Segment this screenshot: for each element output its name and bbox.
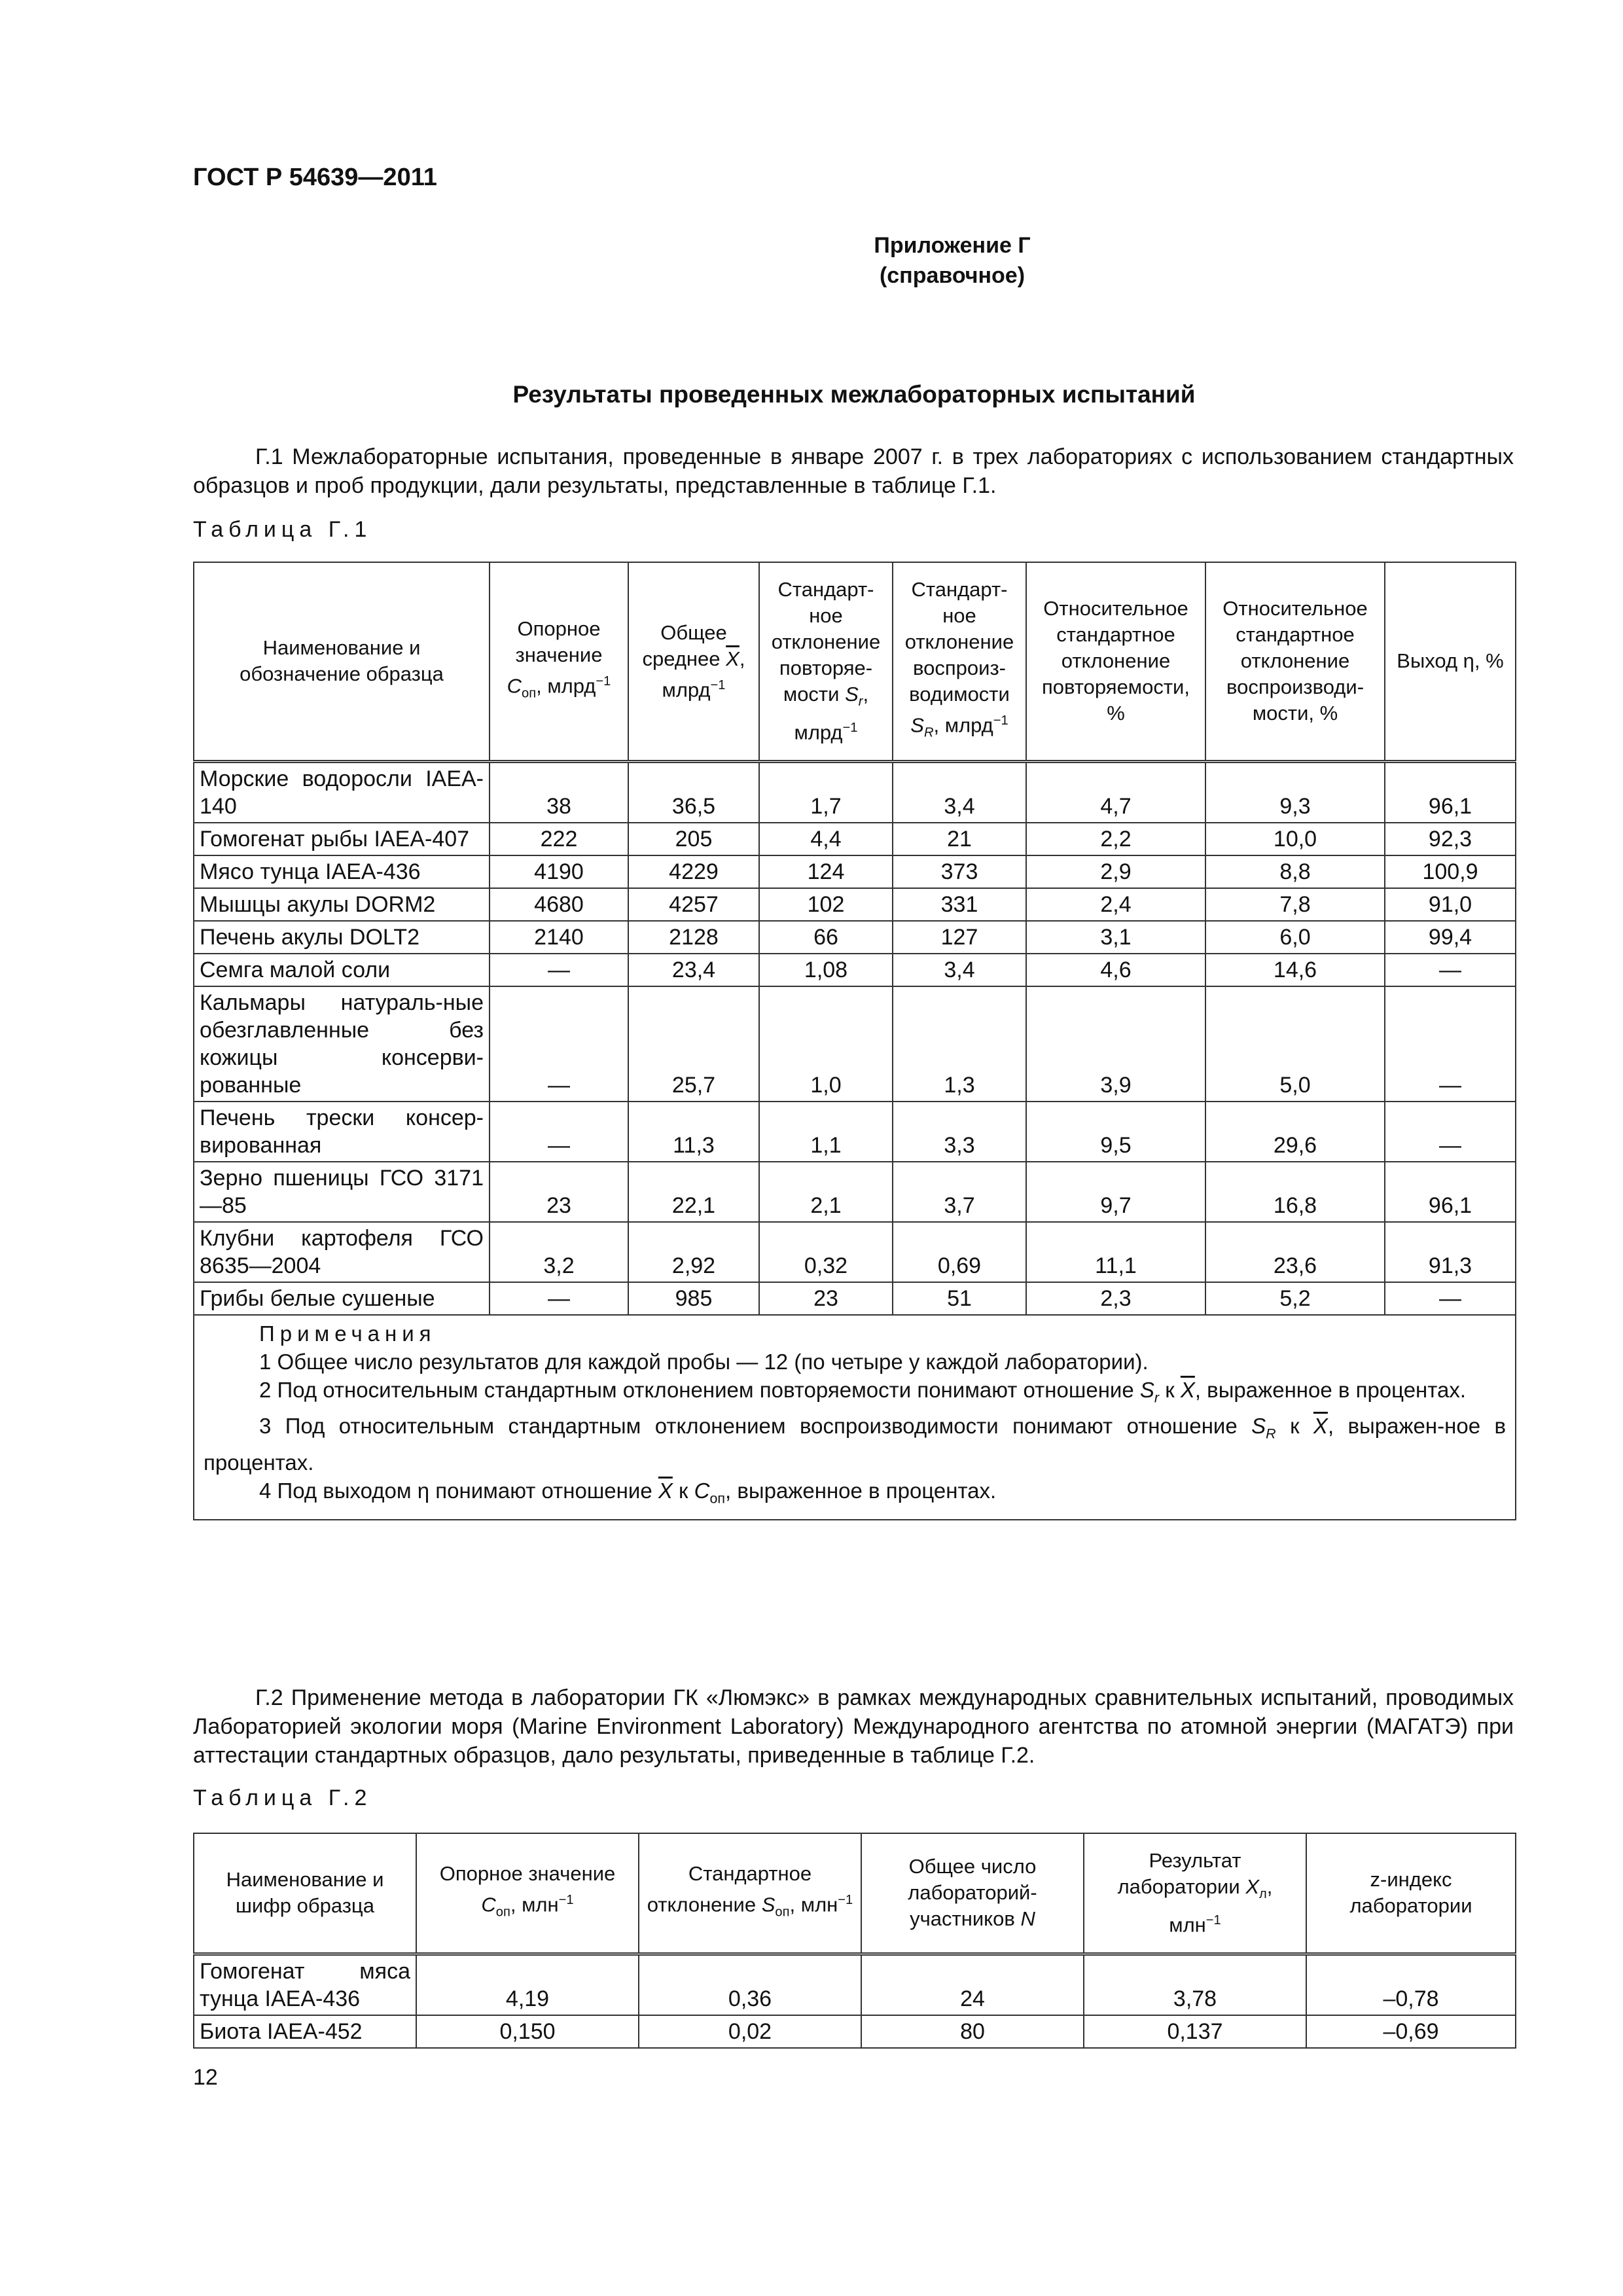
table-row bbox=[194, 888, 1516, 921]
cell-yield: 99,4 bbox=[1385, 921, 1516, 954]
appendix-label: Приложение Г bbox=[874, 233, 1031, 258]
note-3: 3 Под относительным стандартным отклонением воспроизводимости понимают отношение $S_R$ к $\overline{X}$, выражен-ное в процентах. bbox=[204, 1414, 1506, 1475]
cell-sr: 124 bbox=[759, 855, 893, 888]
cell-sR: 373 bbox=[893, 855, 1026, 888]
cell-name: Кальмары натураль-ные обезглавленные без кожицы консерви-рованные bbox=[194, 986, 490, 1102]
cell-name: Гомогенат мяса тунца IAEA-436 bbox=[194, 1954, 416, 2015]
cell-mean: 4229 bbox=[628, 855, 759, 888]
cell-ref: 23 bbox=[490, 1162, 628, 1222]
table-row bbox=[194, 1222, 1516, 1282]
table2-caption: Таблица Г.2 bbox=[193, 1785, 372, 1810]
col-header-ref: Опорное значение $C_{оп}$, млрд$^{-1}$ bbox=[490, 562, 628, 761]
note-4: 4 Под выходом η понимают отношение $\overline{X}$ к $C_{оп}$, выраженное в процентах. bbox=[259, 1478, 997, 1507]
table1-header-row bbox=[194, 562, 1516, 761]
cell-rel-sR: 14,6 bbox=[1205, 954, 1385, 986]
table-row bbox=[194, 1282, 1516, 1315]
cell-yield: — bbox=[1385, 1102, 1516, 1162]
cell-name: Грибы белые сушеные bbox=[194, 1282, 490, 1315]
cell-name: Печень акулы DOLT2 bbox=[194, 921, 490, 954]
cell-sr: 2,1 bbox=[759, 1162, 893, 1222]
cell-ref: 4190 bbox=[490, 855, 628, 888]
cell-rel-sR: 10,0 bbox=[1205, 823, 1385, 855]
cell-rel-sr: 2,2 bbox=[1026, 823, 1205, 855]
notes-heading: Примечания bbox=[259, 1321, 437, 1346]
cell-mean: 36,5 bbox=[628, 761, 759, 823]
cell-ref: 4680 bbox=[490, 888, 628, 921]
paragraph-g2 bbox=[193, 1683, 1514, 1770]
cell-rel-sR: 29,6 bbox=[1205, 1102, 1385, 1162]
cell-yield: 91,0 bbox=[1385, 888, 1516, 921]
table-row bbox=[194, 1954, 1516, 2015]
cell-rel-sR: 8,8 bbox=[1205, 855, 1385, 888]
col-header-name: Наименование и обозначение образца bbox=[194, 562, 490, 761]
paragraph-g2-text: Г.2 Применение метода в лаборатории ГК «Люмэкс» в рамках международных сравнительных испытаний, проводимых Лабораторией экологии моря (Marine Environment Laboratory) Международного агентства по атомной энергии (МАГАТЭ) при аттестации стандартных образцов, дало результаты, приведенные в таблице Г.2. bbox=[193, 1685, 1514, 1768]
cell-name: Биота IAEA-452 bbox=[194, 2015, 416, 2048]
cell-mean: 11,3 bbox=[628, 1102, 759, 1162]
table1-caption: Таблица Г.1 bbox=[193, 517, 372, 542]
table-row bbox=[194, 986, 1516, 1102]
cell-rel-sr: 4,7 bbox=[1026, 761, 1205, 823]
cell-sR: 3,3 bbox=[893, 1102, 1026, 1162]
cell-rel-sr: 4,6 bbox=[1026, 954, 1205, 986]
cell-rel-sr: 9,5 bbox=[1026, 1102, 1205, 1162]
cell-z: –0,69 bbox=[1306, 2015, 1516, 2048]
cell-ref: — bbox=[490, 1282, 628, 1315]
table-row bbox=[194, 855, 1516, 888]
cell-sR: 3,7 bbox=[893, 1162, 1026, 1222]
cell-name: Морские водоросли IAEA-140 bbox=[194, 761, 490, 823]
cell-yield: — bbox=[1385, 954, 1516, 986]
cell-name: Семга малой соли bbox=[194, 954, 490, 986]
t2-col-header-z: z-индекс лаборатории bbox=[1306, 1833, 1516, 1954]
cell-sR: 51 bbox=[893, 1282, 1026, 1315]
table1-notes bbox=[194, 1315, 1516, 1520]
cell-sR: 21 bbox=[893, 823, 1026, 855]
cell-name: Мясо тунца IAEA-436 bbox=[194, 855, 490, 888]
cell-rel-sr: 2,9 bbox=[1026, 855, 1205, 888]
table-g1 bbox=[193, 562, 1516, 1520]
note-1: 1 Общее число результатов для каждой пробы — 12 (по четыре у каждой лаборатории). bbox=[259, 1349, 1149, 1374]
cell-n: 24 bbox=[861, 1954, 1084, 2015]
paragraph-g1-text: Г.1 Межлабораторные испытания, проведенные в январе 2007 г. в трех лабораториях с использованием стандартных образцов и проб продукции, дали результаты, представленные в таблице Г.1. bbox=[193, 444, 1514, 498]
cell-mean: 23,4 bbox=[628, 954, 759, 986]
table-row bbox=[194, 2015, 1516, 2048]
cell-rel-sR: 5,2 bbox=[1205, 1282, 1385, 1315]
cell-name: Клубни картофеля ГСО 8635—2004 bbox=[194, 1222, 490, 1282]
cell-res: 0,137 bbox=[1084, 2015, 1306, 2048]
cell-rel-sr: 11,1 bbox=[1026, 1222, 1205, 1282]
cell-n: 80 bbox=[861, 2015, 1084, 2048]
cell-yield: 92,3 bbox=[1385, 823, 1516, 855]
cell-rel-sR: 6,0 bbox=[1205, 921, 1385, 954]
cell-rel-sr: 9,7 bbox=[1026, 1162, 1205, 1222]
page-number: 12 bbox=[193, 2065, 218, 2090]
col-header-rel-sR: Относительное стандартное отклонение воспроизводи-мости, % bbox=[1205, 562, 1385, 761]
cell-sR: 331 bbox=[893, 888, 1026, 921]
cell-sr: 23 bbox=[759, 1282, 893, 1315]
cell-sr: 4,4 bbox=[759, 823, 893, 855]
t2-col-header-sd: Стандартное отклонение $S_{оп}$, млн$^{-1}$ bbox=[639, 1833, 861, 1954]
cell-rel-sr: 2,3 bbox=[1026, 1282, 1205, 1315]
cell-rel-sr: 2,4 bbox=[1026, 888, 1205, 921]
cell-sR: 3,4 bbox=[893, 761, 1026, 823]
col-header-sR: Стандарт-ное отклонение воспроиз-водимости $S_R$, млрд$^{-1}$ bbox=[893, 562, 1026, 761]
cell-rel-sR: 7,8 bbox=[1205, 888, 1385, 921]
cell-res: 3,78 bbox=[1084, 1954, 1306, 2015]
cell-ref: 4,19 bbox=[416, 1954, 639, 2015]
cell-name: Печень трески консер-вированная bbox=[194, 1102, 490, 1162]
appendix-type: (справочное) bbox=[879, 263, 1026, 288]
cell-sr: 1,7 bbox=[759, 761, 893, 823]
table-g2 bbox=[193, 1833, 1516, 2049]
table1-notes-row bbox=[194, 1315, 1516, 1520]
cell-mean: 2,92 bbox=[628, 1222, 759, 1282]
cell-sr: 0,32 bbox=[759, 1222, 893, 1282]
table-row bbox=[194, 823, 1516, 855]
table2-header-row bbox=[194, 1833, 1516, 1954]
cell-yield: — bbox=[1385, 1282, 1516, 1315]
cell-sr: 102 bbox=[759, 888, 893, 921]
col-header-rel-sr: Относительное стандартное отклонение повторяемости, % bbox=[1026, 562, 1205, 761]
cell-ref: — bbox=[490, 986, 628, 1102]
cell-name: Зерно пшеницы ГСО 3171—85 bbox=[194, 1162, 490, 1222]
cell-rel-sR: 5,0 bbox=[1205, 986, 1385, 1102]
cell-sd: 0,36 bbox=[639, 1954, 861, 2015]
cell-sr: 1,0 bbox=[759, 986, 893, 1102]
standard-number: ГОСТ Р 54639—2011 bbox=[193, 164, 437, 191]
col-header-yield: Выход η, % bbox=[1385, 562, 1516, 761]
col-header-mean: Общее среднее $\overline{X}$, млрд$^{-1}$ bbox=[628, 562, 759, 761]
cell-rel-sR: 23,6 bbox=[1205, 1222, 1385, 1282]
cell-mean: 2128 bbox=[628, 921, 759, 954]
cell-sR: 1,3 bbox=[893, 986, 1026, 1102]
cell-mean: 22,1 bbox=[628, 1162, 759, 1222]
cell-sd: 0,02 bbox=[639, 2015, 861, 2048]
cell-mean: 4257 bbox=[628, 888, 759, 921]
cell-ref: 3,2 bbox=[490, 1222, 628, 1282]
table-row bbox=[194, 921, 1516, 954]
cell-sr: 66 bbox=[759, 921, 893, 954]
cell-rel-sr: 3,1 bbox=[1026, 921, 1205, 954]
cell-z: –0,78 bbox=[1306, 1954, 1516, 2015]
cell-rel-sr: 3,9 bbox=[1026, 986, 1205, 1102]
t2-col-header-name: Наименование и шифр образца bbox=[194, 1833, 416, 1954]
cell-ref: 0,150 bbox=[416, 2015, 639, 2048]
cell-yield: 91,3 bbox=[1385, 1222, 1516, 1282]
cell-ref: — bbox=[490, 954, 628, 986]
cell-ref: — bbox=[490, 1102, 628, 1162]
t2-col-header-result: Результат лаборатории $X_л$, млн$^{-1}$ bbox=[1084, 1833, 1306, 1954]
cell-sR: 3,4 bbox=[893, 954, 1026, 986]
cell-sR: 127 bbox=[893, 921, 1026, 954]
table-row bbox=[194, 1102, 1516, 1162]
cell-name: Мышцы акулы DORM2 bbox=[194, 888, 490, 921]
section-title: Результаты проведенных межлабораторных испытаний bbox=[512, 381, 1196, 408]
table-row bbox=[194, 954, 1516, 986]
cell-name: Гомогенат рыбы IAEA-407 bbox=[194, 823, 490, 855]
cell-mean: 985 bbox=[628, 1282, 759, 1315]
cell-ref: 38 bbox=[490, 761, 628, 823]
t2-col-header-ref: Опорное значение $C_{оп}$, млн$^{-1}$ bbox=[416, 1833, 639, 1954]
cell-mean: 25,7 bbox=[628, 986, 759, 1102]
table-row bbox=[194, 1162, 1516, 1222]
cell-yield: 100,9 bbox=[1385, 855, 1516, 888]
cell-yield: — bbox=[1385, 986, 1516, 1102]
cell-yield: 96,1 bbox=[1385, 1162, 1516, 1222]
t2-col-header-n: Общее число лабораторий-участников N bbox=[861, 1833, 1084, 1954]
cell-sr: 1,08 bbox=[759, 954, 893, 986]
cell-sr: 1,1 bbox=[759, 1102, 893, 1162]
note-2: 2 Под относительным стандартным отклонением повторяемости понимают отношение $S_r$ к $\overline{X}$, выраженное в процентах. bbox=[259, 1377, 1467, 1406]
cell-ref: 222 bbox=[490, 823, 628, 855]
appendix-heading bbox=[193, 230, 1515, 291]
cell-rel-sR: 16,8 bbox=[1205, 1162, 1385, 1222]
cell-sR: 0,69 bbox=[893, 1222, 1026, 1282]
cell-ref: 2140 bbox=[490, 921, 628, 954]
paragraph-g1 bbox=[193, 442, 1514, 500]
cell-rel-sR: 9,3 bbox=[1205, 761, 1385, 823]
cell-mean: 205 bbox=[628, 823, 759, 855]
table-row bbox=[194, 761, 1516, 823]
cell-yield: 96,1 bbox=[1385, 761, 1516, 823]
col-header-sr: Стандарт-ное отклонение повторяе-мости $S_r$, млрд$^{-1}$ bbox=[759, 562, 893, 761]
